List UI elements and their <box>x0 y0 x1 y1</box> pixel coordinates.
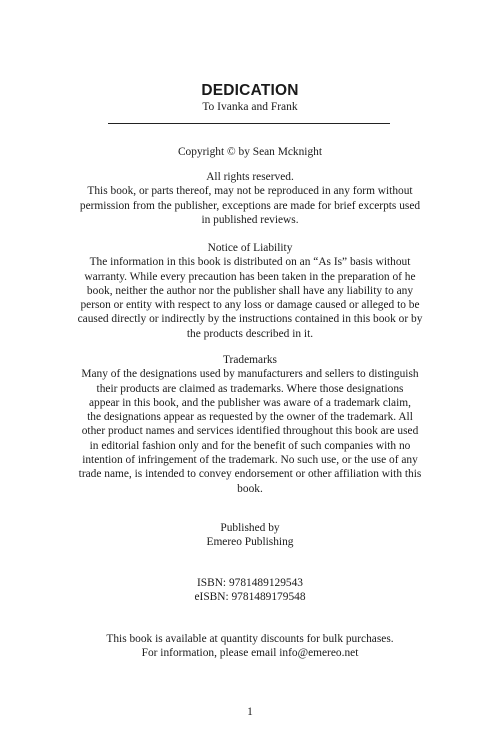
rights-line: This book, or parts thereof, may not be reproduced in any form without <box>87 185 413 198</box>
rights-line: All rights reserved. <box>206 171 294 183</box>
page-number: 1 <box>247 706 253 718</box>
bulk-line: For information, please email info@emereo.net <box>141 647 359 660</box>
publisher-label: Published by <box>220 522 280 534</box>
liability-line: person or entity with respect to any loss or damage caused or alleged to be <box>80 299 420 312</box>
liability-heading: Notice of Liability <box>207 242 293 254</box>
horizontal-rule <box>108 123 390 124</box>
copyright-line: Copyright © by Sean Mcknight <box>177 146 323 158</box>
publisher-section <box>60 521 440 550</box>
trademarks-line: in editorial fashion only and for the benefit of such companies with no <box>89 439 411 452</box>
rights-section <box>60 170 440 227</box>
trademarks-line: the designations appear as requested by the owner of the trademark. All <box>87 411 413 424</box>
liability-line: The information in this book is distributed on an “As Is” basis without <box>89 256 411 269</box>
trademarks-line: intention of infringement of the trademark. No such use, or the use of any <box>82 454 418 467</box>
rights-line: permission from the publisher, exceptions are made for brief excerpts used <box>79 199 421 212</box>
liability-line: warranty. While every precaution has been taken in the preparation of he <box>84 270 416 283</box>
isbn-electronic: eISBN: 9781489179548 <box>194 591 306 604</box>
trademarks-heading: Trademarks <box>223 354 277 366</box>
liability-line: caused directly or indirectly by the instructions contained in this book or by <box>77 313 423 326</box>
dedication-text: To Ivanka and Frank <box>202 101 298 113</box>
isbn-print: ISBN: 9781489129543 <box>196 577 303 589</box>
isbn-section <box>60 576 440 605</box>
trademarks-line: book. <box>237 482 263 495</box>
dedication-heading: DEDICATION <box>201 82 299 99</box>
trademarks-line: their products are claimed as trademarks. Where those designations <box>96 382 404 395</box>
trademarks-line: appear in this book, and the publisher was aware of a trademark claim, <box>89 396 411 409</box>
liability-line: the products described in it. <box>186 327 314 340</box>
copyright-notice <box>60 145 440 159</box>
trademarks-line: other product names and services identified throughout this book are used <box>81 425 419 438</box>
liability-line: book, neither the author nor the publisher shall have any liability to any <box>86 284 414 297</box>
publisher-name: Emereo Publishing <box>206 536 294 549</box>
bulk-purchase-notice <box>60 632 440 661</box>
liability-section <box>60 241 440 341</box>
trademarks-section <box>60 353 440 496</box>
trademarks-line: Many of the designations used by manufacturers and sellers to distinguish <box>81 368 419 381</box>
bulk-line: This book is available at quantity discounts for bulk purchases. <box>106 633 394 645</box>
rights-line: in published reviews. <box>201 213 299 226</box>
trademarks-line: trade name, is intended to convey endorsement or other affiliation with this <box>78 468 422 481</box>
